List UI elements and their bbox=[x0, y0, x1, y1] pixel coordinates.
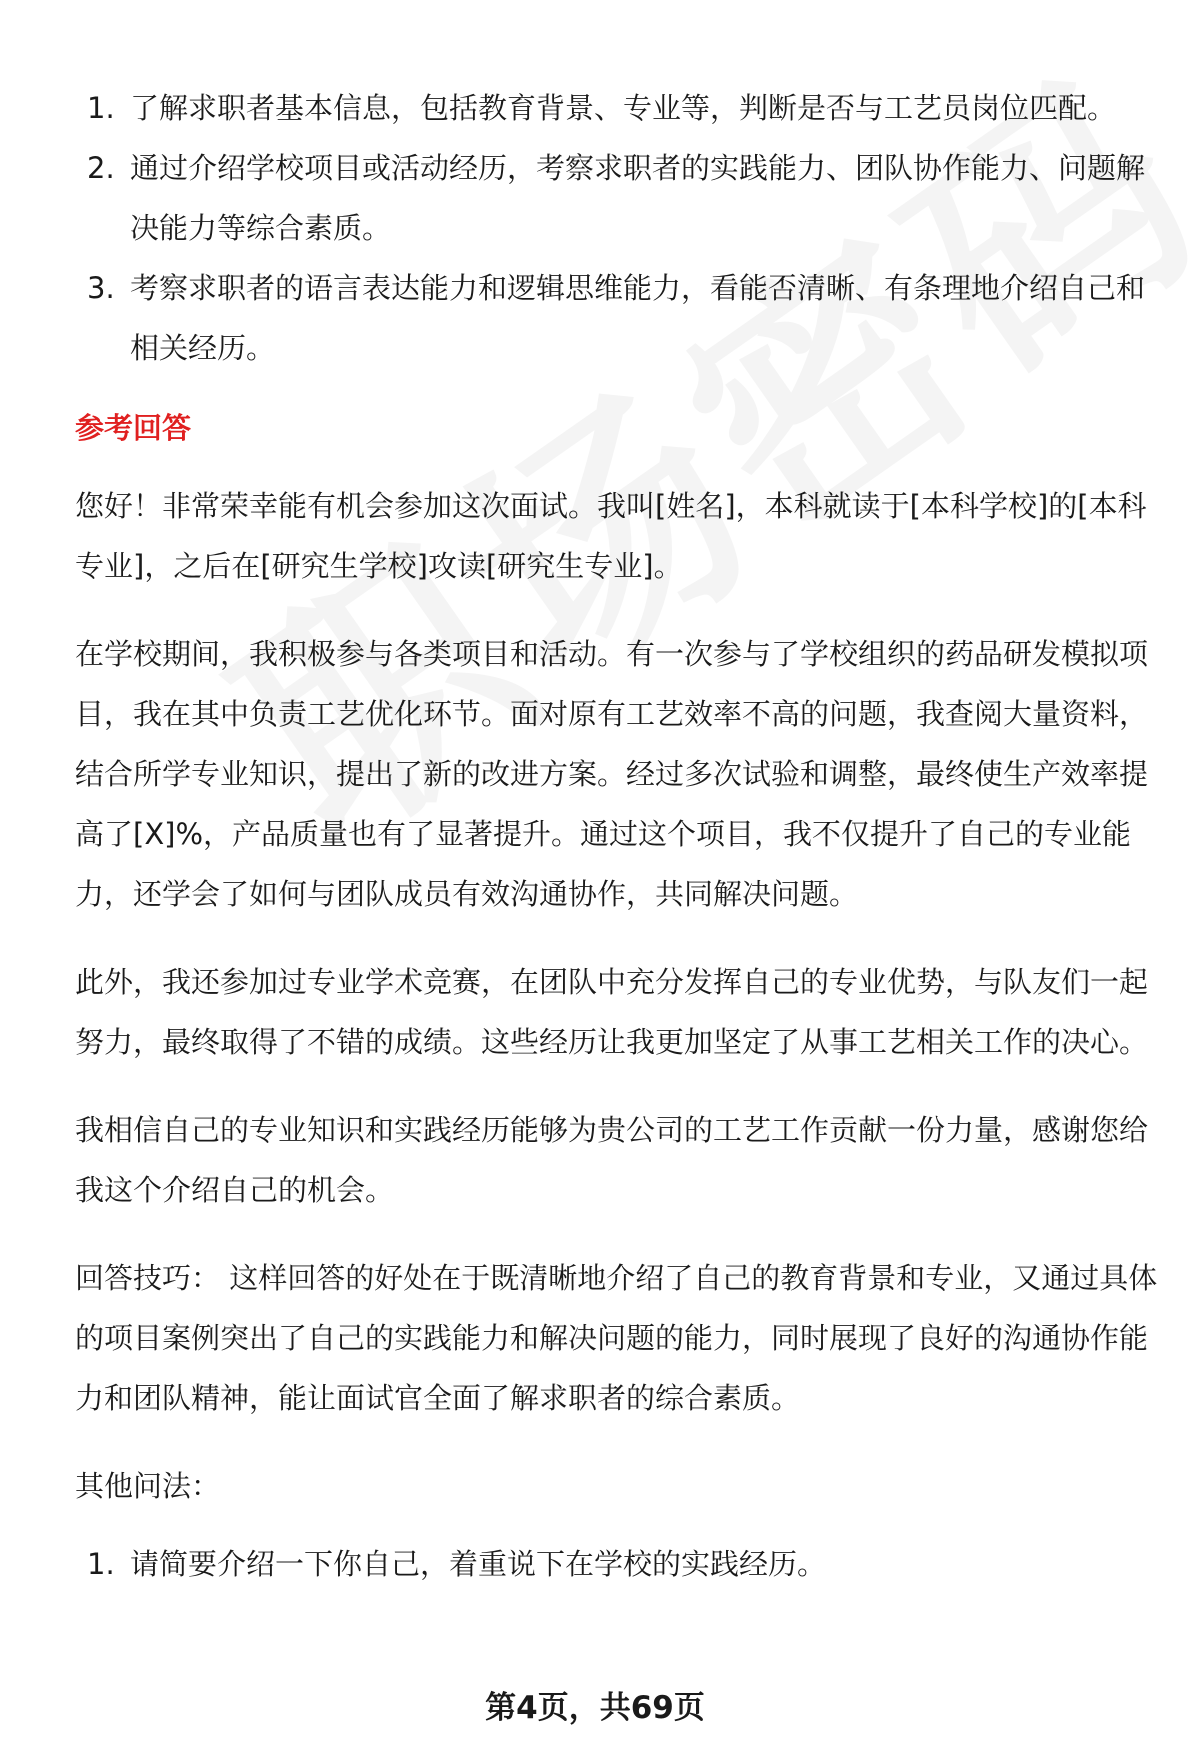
answer-paragraph: 此外，我还参加过专业学术竞赛，在团队中充分发挥自己的专业优势，与队友们一起努力，最终取得了不错的成绩。这些经历让我更加坚定了从事工艺相关工作的决心。 bbox=[75, 965, 1149, 1059]
page-number: 第4页，共69页 bbox=[485, 1690, 705, 1726]
other-questions-list bbox=[75, 1534, 1165, 1594]
list-number: 1. bbox=[87, 1547, 115, 1581]
list-number: 3. bbox=[87, 271, 115, 305]
answer-paragraph: 在学校期间，我积极参与各类项目和活动。有一次参与了学校组织的药品研发模拟项目，我在其中负责工艺优化环节。面对原有工艺效率不高的问题，我查阅大量资料，结合所学专业知识，提出了新的改进方案。经过多次试验和调整，最终使生产效率提高了[X]%，产品质量也有了显著提升。通过这个项目，我不仅提升了自己的专业能力，还学会了如何与团队成员有效沟通协作，共同解决问题。 bbox=[75, 637, 1149, 911]
list-text: 通过介绍学校项目或活动经历，考察求职者的实践能力、团队协作能力、问题解决能力等综合素质。 bbox=[130, 151, 1146, 245]
answer-tips: 回答技巧： 这样回答的好处在于既清晰地介绍了自己的教育背景和专业，又通过具体的项目案例突出了自己的实践能力和解决问题的能力，同时展现了良好的沟通协作能力和团队精神，能让面试官全面了解求职者的综合素质。 bbox=[75, 1261, 1158, 1415]
answer-paragraph: 我相信自己的专业知识和实践经历能够为贵公司的工艺工作贡献一份力量，感谢您给我这个介绍自己的机会。 bbox=[75, 1113, 1149, 1207]
other-questions-label: 其他问法： bbox=[75, 1469, 221, 1503]
list-text: 了解求职者基本信息，包括教育背景、专业等，判断是否与工艺员岗位匹配。 bbox=[130, 91, 1117, 125]
list-text: 考察求职者的语言表达能力和逻辑思维能力，看能否清晰、有条理地介绍自己和相关经历。 bbox=[130, 271, 1146, 365]
list-item bbox=[75, 1534, 1165, 1594]
answer-paragraph: 您好！非常荣幸能有机会参加这次面试。我叫[姓名]，本科就读于[本科学校]的[本科专业]，之后在[研究生学校]攻读[研究生专业]。 bbox=[75, 489, 1147, 583]
list-number: 2. bbox=[87, 151, 115, 185]
list-item bbox=[75, 78, 1165, 138]
list-item bbox=[75, 258, 1165, 378]
list-number: 1. bbox=[87, 91, 115, 125]
reference-answer-heading: 参考回答 bbox=[75, 411, 192, 445]
intent-list bbox=[75, 78, 1165, 378]
list-text: 请简要介绍一下你自己，着重说下在学校的实践经历。 bbox=[130, 1547, 827, 1581]
list-item bbox=[75, 138, 1165, 258]
page-content bbox=[75, 78, 1165, 1594]
